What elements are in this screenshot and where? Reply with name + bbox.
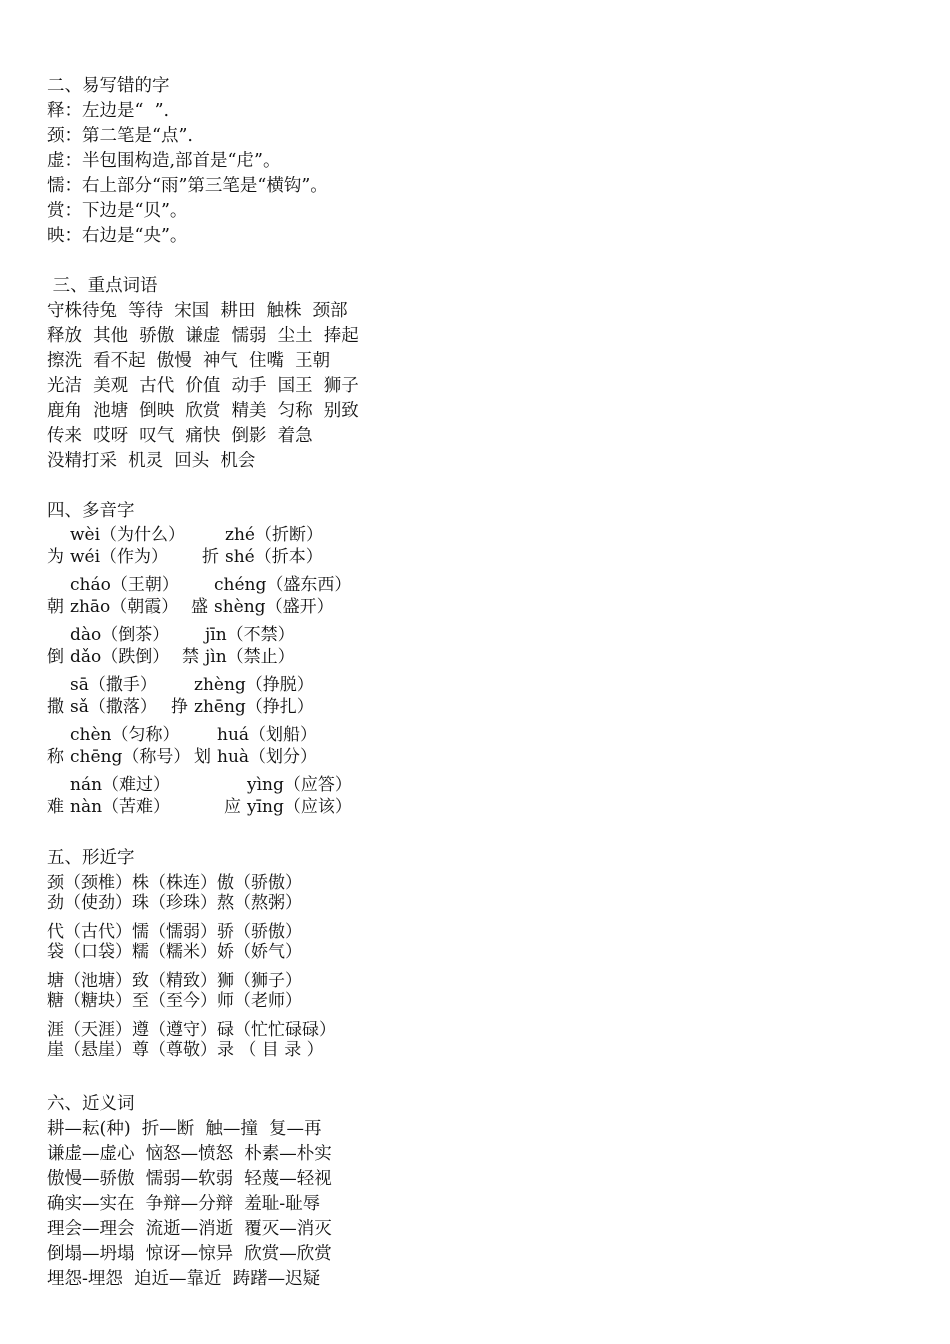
polyphone-char: 应 xyxy=(224,797,241,817)
section-similar-shape xyxy=(47,846,907,1060)
polyphone-char: 难 xyxy=(47,797,64,817)
pinyin-top: zhé（折断） xyxy=(225,525,323,545)
text-line: 释：左边是“ ”. xyxy=(47,101,170,121)
polyphone-char: 盛 xyxy=(191,597,208,617)
text-line: 释放 其他 骄傲 谦虚 懦弱 尘土 捧起 xyxy=(47,326,359,346)
section-title: 六、近义词 xyxy=(47,1094,135,1114)
text-line: 擦洗 看不起 傲慢 神气 住嘴 王朝 xyxy=(47,351,331,371)
section-title: 五、形近字 xyxy=(47,848,135,868)
text-line: 传来 哎呀 叹气 痛快 倒影 着急 xyxy=(47,426,313,446)
section-easy-miswritten xyxy=(47,74,907,249)
text-line: 鹿角 池塘 倒映 欣赏 精美 匀称 别致 xyxy=(47,401,359,421)
polyphone-char: 倒 xyxy=(47,647,64,667)
pinyin-top: wèi（为什么） xyxy=(70,525,186,545)
pinyin-bottom: chēng（称号） xyxy=(70,747,191,767)
polyphone-char: 朝 xyxy=(47,597,64,617)
pinyin-bottom: wéi（作为） xyxy=(70,547,169,567)
polyphone-pair xyxy=(47,774,907,818)
text-line: 理会—理会 流逝—消逝 覆灭—消灭 xyxy=(47,1219,332,1239)
polyphone-pair xyxy=(47,724,907,768)
polyphone-char: 禁 xyxy=(182,647,199,667)
pinyin-top: sā（撒手） xyxy=(70,675,157,695)
polyphone-pair xyxy=(47,674,907,718)
pinyin-top: jīn（不禁） xyxy=(205,625,295,645)
section-title: 三、重点词语 xyxy=(47,276,158,296)
similar-char-line: 袋（口袋）糯（糯米）娇（娇气） xyxy=(47,942,302,962)
section-synonyms xyxy=(47,1092,907,1292)
similar-char-line: 崖（悬崖）尊（尊敬）录 （ 目 录 ） xyxy=(47,1040,324,1060)
pinyin-top: huá（划船） xyxy=(217,725,318,745)
text-line: 颈：第二笔是“点”. xyxy=(47,126,193,146)
pinyin-top: nán（难过） xyxy=(70,775,171,795)
pinyin-bottom: nàn（苦难） xyxy=(70,797,171,817)
pinyin-bottom: shèng（盛开） xyxy=(214,597,334,617)
pinyin-bottom: zhēng（挣扎） xyxy=(194,697,314,717)
polyphone-char: 撒 xyxy=(47,697,64,717)
pinyin-bottom: shé（折本） xyxy=(225,547,323,567)
similar-char-line: 代（古代）懦（懦弱）骄（骄傲） xyxy=(47,922,302,942)
pinyin-bottom: yīng（应该） xyxy=(247,797,352,817)
text-line: 懦：右上部分“雨”第三笔是“横钩”。 xyxy=(47,176,328,196)
pinyin-top: chéng（盛东西） xyxy=(214,575,352,595)
pinyin-bottom: huà（划分） xyxy=(217,747,318,767)
section-title: 四、多音字 xyxy=(47,501,135,521)
document-page xyxy=(47,74,907,1292)
text-line: 傲慢—骄傲 懦弱—软弱 轻蔑—轻视 xyxy=(47,1169,332,1189)
text-line: 倒塌—坍塌 惊讶—惊异 欣赏—欣赏 xyxy=(47,1244,332,1264)
section-key-words xyxy=(47,274,907,474)
pinyin-top: yìng（应答） xyxy=(247,775,352,795)
similar-char-line: 颈（颈椎）株（株连）傲（骄傲） xyxy=(47,873,302,893)
text-line: 确实—实在 争辩—分辩 羞耻-耻辱 xyxy=(47,1194,321,1214)
pinyin-top: zhèng（挣脱） xyxy=(194,675,314,695)
pinyin-bottom: dǎo（跌倒） xyxy=(70,647,170,667)
polyphone-char: 称 xyxy=(47,747,64,767)
polyphone-char: 折 xyxy=(202,547,219,567)
section-polyphones xyxy=(47,499,907,818)
similar-char-line: 塘（池塘）致（精致）狮（狮子） xyxy=(47,971,302,991)
text-line: 虚：半包围构造,部首是“虍”。 xyxy=(47,151,281,171)
similar-char-line: 涯（天涯）遵（遵守）碌（忙忙碌碌） xyxy=(47,1020,336,1040)
text-line: 光洁 美观 古代 价值 动手 国王 狮子 xyxy=(47,376,359,396)
polyphone-char: 为 xyxy=(47,547,64,567)
pinyin-top: chèn（匀称） xyxy=(70,725,180,745)
section-title: 二、易写错的字 xyxy=(47,76,170,96)
polyphone-pair xyxy=(47,574,907,618)
text-line: 谦虚—虚心 恼怒—愤怒 朴素—朴实 xyxy=(47,1144,332,1164)
text-line: 赏：下边是“贝”。 xyxy=(47,201,188,221)
text-line: 埋怨-埋怨 迫近—靠近 踌躇—迟疑 xyxy=(47,1269,321,1289)
similar-char-line: 劲（使劲）珠（珍珠）熬（熬粥） xyxy=(47,893,302,913)
similar-char-line: 糖（糖块）至（至今）师（老师） xyxy=(47,991,302,1011)
pinyin-bottom: zhāo（朝霞） xyxy=(70,597,179,617)
polyphone-pair xyxy=(47,524,907,568)
polyphone-pair xyxy=(47,624,907,668)
text-line: 没精打采 机灵 回头 机会 xyxy=(47,451,256,471)
text-line: 守株待兔 等待 宋国 耕田 触株 颈部 xyxy=(47,301,348,321)
polyphone-char: 划 xyxy=(194,747,211,767)
text-line: 耕—耘(种) 折—断 触—撞 复—再 xyxy=(47,1119,322,1139)
text-line: 映：右边是“央”。 xyxy=(47,226,188,246)
pinyin-bottom: jìn（禁止） xyxy=(205,647,295,667)
pinyin-top: cháo（王朝） xyxy=(70,575,179,595)
pinyin-top: dào（倒茶） xyxy=(70,625,170,645)
pinyin-bottom: sǎ（撒落） xyxy=(70,697,157,717)
polyphone-char: 挣 xyxy=(171,697,188,717)
